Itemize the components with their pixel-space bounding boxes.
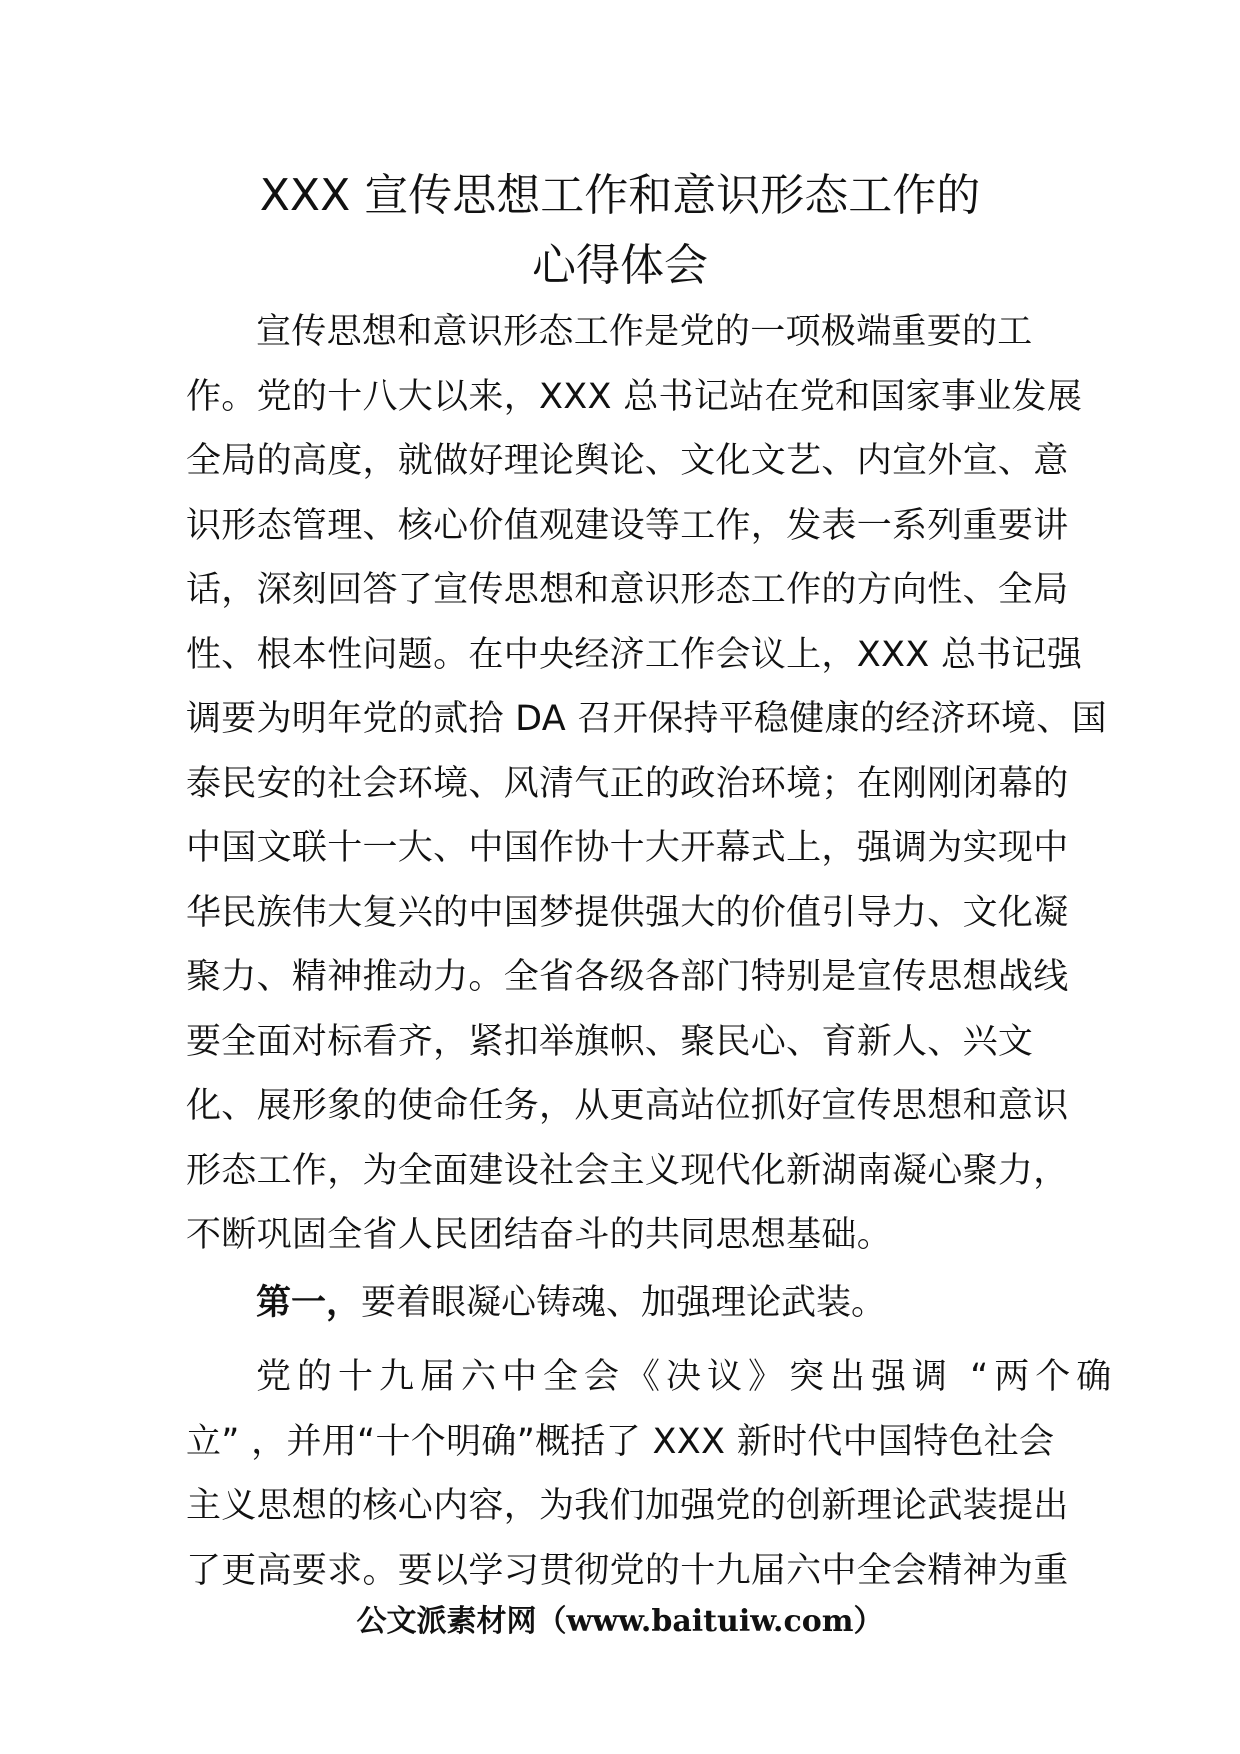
paragraph-line: 宣传思想和意识形态工作是党的一项极端重要的工: [256, 312, 1033, 352]
paragraph-line: 话，深刻回答了宣传思想和意识形态工作的方向性、全局: [186, 570, 1069, 610]
document-body: [186, 300, 1118, 1603]
paragraph-line: 作。党的十八大以来，XXX 总书记站在党和国家事业发展: [186, 376, 1083, 417]
paragraph-line: 全局的高度，就做好理论舆论、文化文艺、内宣外宣、意: [186, 441, 1069, 481]
paragraph-2: [186, 1345, 1118, 1603]
paragraph-line: 形态工作，为全面建设社会主义现代化新湖南凝心聚力，: [186, 1150, 1069, 1191]
paragraph-line: 化、展形象的使命任务，从更高站位抓好宣传思想和意识: [186, 1086, 1069, 1126]
paragraph-line: 要全面对标看齐，紧扣举旗帜、聚民心、育新人、兴文: [186, 1021, 1034, 1062]
paragraph-line: 党的十九届六中全会《决议》突出强调 “两个确: [256, 1357, 1118, 1397]
paragraph-line: 泰民安的社会环境、风清气正的政治环境；在刚刚闭幕的: [186, 763, 1069, 804]
footer-source: 公文派素材网（www.baituiw.com）: [356, 1604, 884, 1639]
paragraph-line: 识形态管理、核心价值观建设等工作，发表一系列重要讲: [186, 505, 1069, 546]
paragraph-line: 华民族伟大复兴的中国梦提供强大的价值引导力、文化凝: [186, 892, 1069, 933]
section-heading-ordinal: 第一，: [256, 1282, 362, 1323]
paragraph-line: 立” ，并用“十个明确”概括了 XXX 新时代中国特色社会: [186, 1421, 1055, 1462]
document-title-line-2: 心得体会: [532, 240, 708, 291]
section-heading: [186, 1271, 1056, 1336]
paragraph-1: [186, 300, 1107, 1268]
paragraph-line: 了更高要求。要以学习贯彻党的十九届六中全会精神为重: [186, 1550, 1069, 1591]
paragraph-line: 性、根本性问题。在中央经济工作会议上，XXX 总书记强: [186, 634, 1083, 675]
section-heading-text: 要着眼凝心铸魂、加强理论武装。: [361, 1282, 887, 1323]
paragraph-line: 主义思想的核心内容，为我们加强党的创新理论武装提出: [186, 1486, 1069, 1526]
paragraph-line: 中国文联十一大、中国作协十大开幕式上，强调为实现中: [186, 828, 1069, 868]
paragraph-line: 聚力、精神推动力。全省各级各部门特别是宣传思想战线: [186, 957, 1069, 997]
document-title-line-1: XXX 宣传思想工作和意识形态工作的: [259, 170, 981, 221]
paragraph-line: 调要为明年党的贰拾 DA 召开保持平稳健康的经济环境、国: [186, 699, 1107, 739]
paragraph-line: 不断巩固全省人民团结奋斗的共同思想基础。: [186, 1215, 893, 1255]
